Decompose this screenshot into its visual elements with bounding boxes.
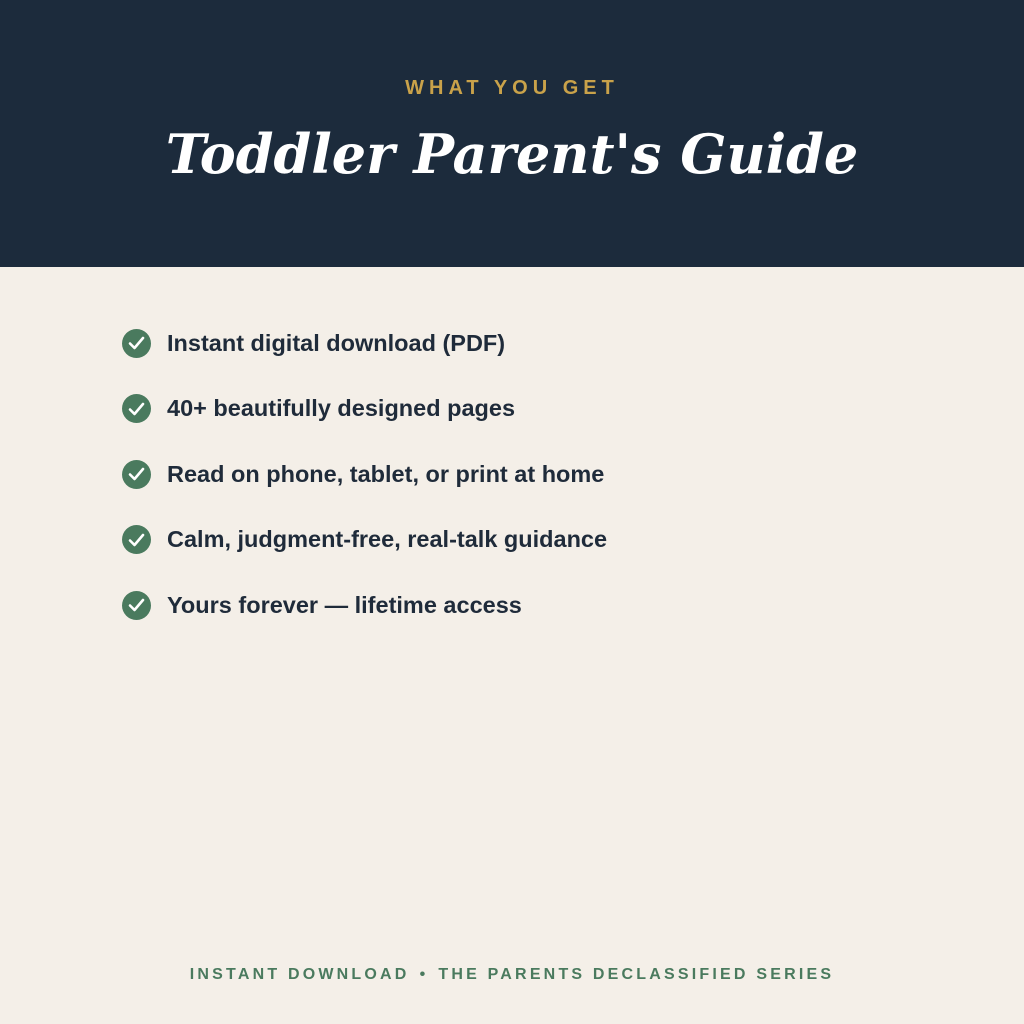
footer-left-text: INSTANT DOWNLOAD [189, 966, 410, 983]
list-item [122, 523, 607, 557]
list-item-label: 40+ beautifully designed pages [167, 395, 516, 421]
list-item-label: Instant digital download (PDF) [167, 329, 506, 356]
check-circle-icon [122, 394, 151, 423]
page-title: Toddler Parent's Guide [165, 122, 859, 186]
footer-right-text: THE PARENTS DECLASSIFIED SERIES [438, 966, 835, 983]
eyebrow-label: WHAT YOU GET [405, 77, 619, 99]
list-item-label: Calm, judgment-free, real-talk guidance [167, 526, 608, 552]
list-item [122, 326, 607, 360]
header-banner [0, 0, 1024, 267]
check-circle-icon [122, 525, 151, 554]
list-item [122, 457, 607, 491]
check-circle-icon [122, 460, 151, 489]
list-item [122, 392, 607, 426]
footer-tagline [0, 966, 1024, 984]
feature-list [122, 326, 607, 654]
footer-separator: • [419, 966, 429, 983]
list-item-label: Yours forever — lifetime access [167, 591, 522, 618]
check-circle-icon [122, 591, 151, 620]
list-item-label: Read on phone, tablet, or print at home [167, 460, 605, 487]
list-item [122, 588, 607, 622]
check-circle-icon [122, 329, 151, 358]
